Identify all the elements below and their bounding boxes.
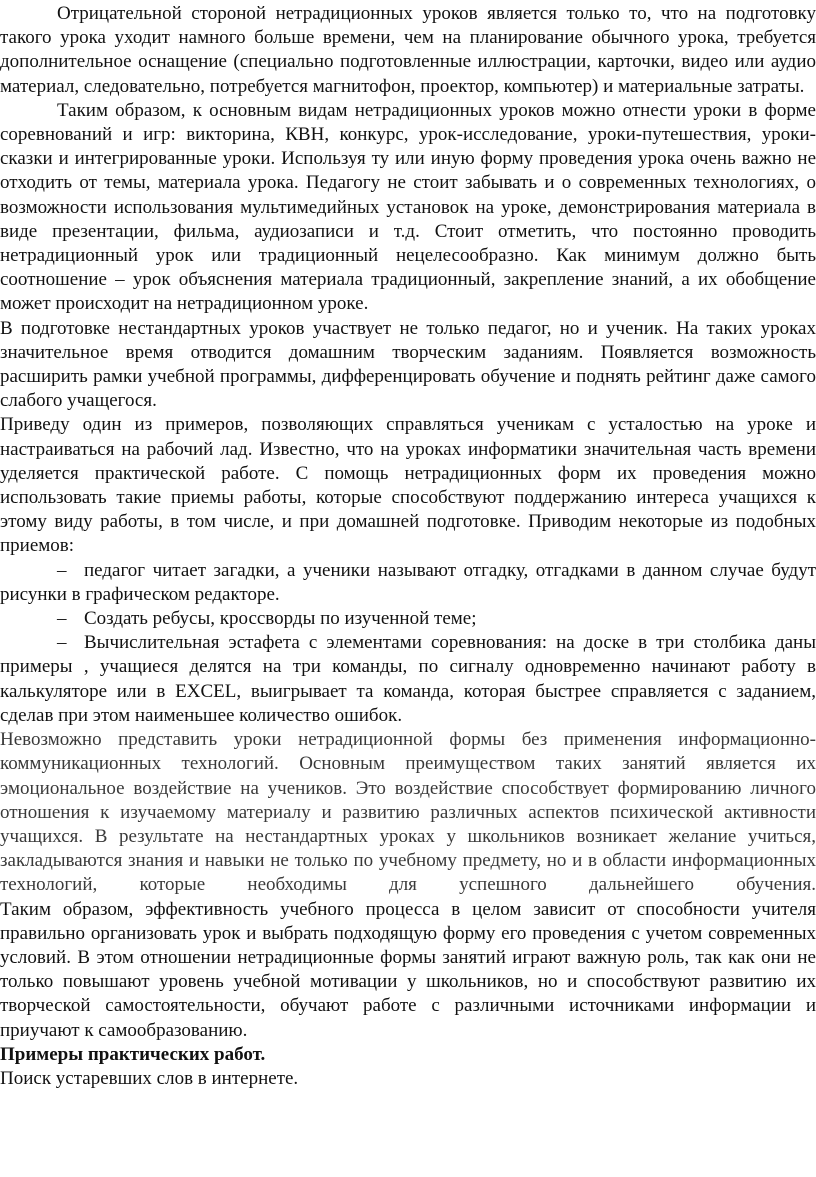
list-item-text: Создать ребусы, кроссворды по изученной теме;: [84, 608, 477, 630]
list-item: [0, 559, 816, 607]
list-marker: –: [57, 559, 67, 581]
section-heading: Примеры практических работ.: [0, 1043, 266, 1065]
paragraph-lesson-types: Таким образом, к основным видам нетрадиционных уроков можно отнести уроки в форме соревнований и игр: викторина, КВН, конкурс, урок-исследование, уроки-путешествия, уроки-сказки и интегрированные уроки. Используя ту или иную форму проведения урока очень важно не отходить от темы, материала урока. Педагогу не стоит забывать и о современных технологиях, о возможности использования мультимедийных установок на уроке, демонстрирования материала в виде презентации, фильма, аудиозаписи и т.д. Стоит отметить, что постоянно проводить нетрадиционный урок или традиционный нецелесообразно. Как минимум должно быть соотношение – урок объяснения материала традиционный, закрепление знаний, а их обобщение может происходит на нетрадиционном уроке.: [0, 99, 816, 315]
list-item-text: Вычислительная эстафета с элементами соревнования: на доске в три столбика даны примеры , учащиеся делятся на три команды, по сигналу одновременно начинают работу в калькуляторе или в EXCEL, выигрывает та команда, которая быстрее справляется с заданием, сделав при этом наименьшее количество ошибок.: [0, 632, 816, 726]
paragraph-drawbacks: Отрицательной стороной нетрадиционных уроков является только то, что на подготовку такого урока уходит намного больше времени, чем на планирование обычного урока, требуется дополнительное оснащение (специально подготовленные иллюстрации, карточки, видео или аудио материал, следовательно, потребуется магнитофон, проектор, компьютер) и материальные затраты.: [0, 3, 816, 97]
list-item-text: педагог читает загадки, а ученики называют отгадку, отгадками в данном случае будут рисунки в графическом редакторе.: [0, 559, 816, 605]
final-line: Поиск устаревших слов в интернете.: [0, 1067, 299, 1089]
list-item: [0, 631, 816, 728]
paragraph-ict: Невозможно представить уроки нетрадиционной формы без применения информационно-коммуникационных технологий. Основным преимуществом таких занятий является их эмоциональное воздействие на учеников. Это воздействие способствует формированию личного отношения к изучаемому материалу и развитию различных аспектов психической активности учащихся. В результате на нестандартных уроках у школьников возникает желание учиться, закладываются знания и навыки не только по учебному предмету, но и в области информационных технологий, которые необходимы для успешного дальнейшего обучения.: [0, 729, 816, 896]
paragraph-conclusion: Таким образом, эффективность учебного процесса в целом зависит от способности учителя правильно организовать урок и выбрать подходящую форму его проведения с учетом современных условий. В этом отношении нетрадиционные формы занятий играют важную роль, так как они не только повышают уровень учебной мотивации у школьников, но и способствуют развитию их творческой самостоятельности, обучают работе с различными источниками информации и приучают к самообразованию.: [0, 898, 816, 1041]
list-marker: –: [57, 608, 67, 630]
paragraph-example-intro: Приведу один из примеров, позволяющих справляться ученикам с усталостью на уроке и настраиваться на рабочий лад. Известно, что на уроках информатики значительная часть времени уделяется практической работе. С помощь нетрадиционных форм их проведения можно использовать такие приемы работы, которые способствуют поддержанию интереса учащихся к этому виду работы, в том числе, и при домашней подготовке. Приводим некоторые из подобных приемов:: [0, 414, 816, 557]
paragraph-preparation: В подготовке нестандартных уроков участвует не только педагог, но и ученик. На таких уроках значительное время отводится домашним творческим заданиям. Появляется возможность расширить рамки учебной программы, дифференцировать обучение и поднять рейтинг даже самого слабого учащегося.: [0, 317, 816, 412]
list-marker: –: [57, 632, 67, 654]
list-item: [0, 607, 816, 631]
